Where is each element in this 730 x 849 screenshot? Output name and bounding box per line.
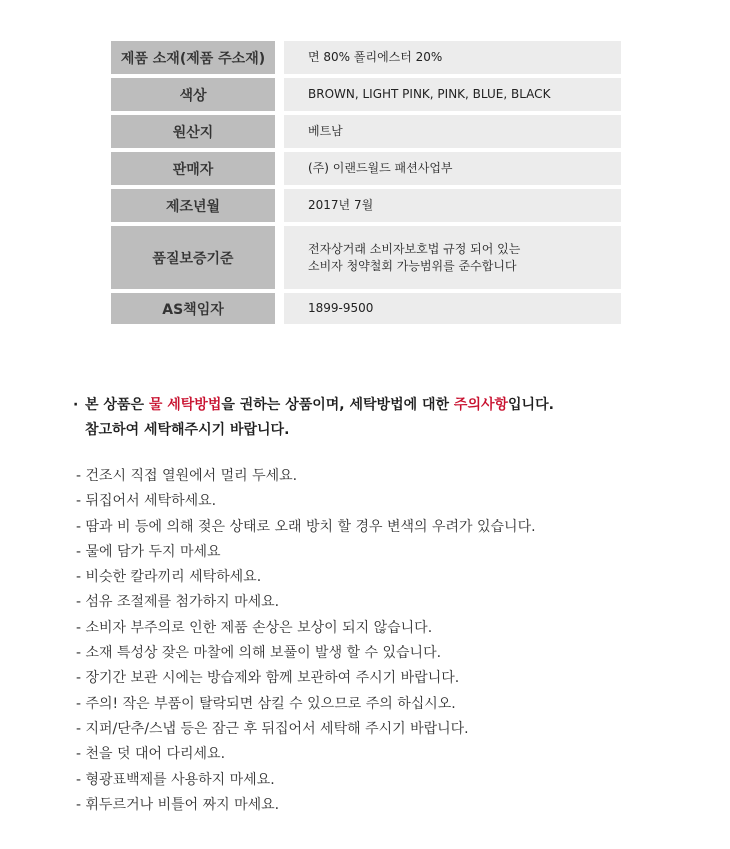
- spec-value-line: 소비자 청약철회 가능범위를 준수합니다: [308, 258, 517, 273]
- list-item: - 휘두르거나 비틀어 짜지 마세요.: [76, 796, 280, 813]
- spec-value: BROWN, LIGHT PINK, PINK, BLUE, BLACK: [284, 78, 621, 111]
- spec-label: 판매자: [111, 152, 275, 185]
- notice-line-1: [73, 393, 713, 418]
- spec-value: 베트남: [284, 115, 621, 148]
- list-item: - 형광표백제를 사용하지 마세요.: [76, 771, 275, 788]
- spec-label: 품질보증기준: [111, 226, 275, 289]
- list-item: - 섬유 조절제를 첨가하지 마세요.: [76, 594, 280, 611]
- spec-row-quality-standard: [111, 226, 621, 289]
- list-item: - 땀과 비 등에 의해 젖은 상태로 오래 방치 할 경우 변색의 우려가 있습니다.: [76, 518, 536, 535]
- list-item: - 물에 담가 두지 마세요: [76, 543, 221, 560]
- list-item: - 뒤집어서 세탁하세요.: [76, 493, 217, 510]
- list-item: - 비슷한 칼라끼리 세탁하세요.: [76, 569, 262, 586]
- spec-value: [284, 226, 621, 289]
- spec-label: 색상: [111, 78, 275, 111]
- list-item: - 장기간 보관 시에는 방습제와 함께 보관하여 주시기 바랍니다.: [76, 670, 460, 687]
- list-item: - 건조시 직접 열원에서 멀리 두세요.: [76, 468, 298, 484]
- product-spec-table: [111, 41, 621, 328]
- notice-highlight: 주의사항: [453, 397, 509, 413]
- notice-text: 입니다.: [508, 397, 554, 413]
- spec-value: 2017년 7월: [284, 189, 621, 222]
- spec-row-seller: [111, 152, 621, 185]
- spec-row-as-contact: [111, 293, 621, 324]
- notice-line-2: 참고하여 세탁해주시기 바랍니다.: [85, 422, 290, 438]
- list-item: - 지퍼/단추/스냅 등은 잠근 후 뒤집어서 세탁해 주시기 바랍니다.: [76, 720, 469, 737]
- spec-row-color: [111, 78, 621, 111]
- notice-highlight: 물 세탁방법: [148, 397, 222, 413]
- spec-label: 제조년월: [111, 189, 275, 222]
- spec-label: 원산지: [111, 115, 275, 148]
- spec-value-line: 전자상거래 소비자보호법 규정 되어 있는: [308, 241, 521, 256]
- spec-label: 제품 소재(제품 주소재): [111, 41, 275, 74]
- washing-notice: [73, 393, 713, 443]
- list-item: - 소재 특성상 잦은 마찰에 의해 보풀이 발생 할 수 있습니다.: [76, 645, 442, 662]
- care-instructions-list: [76, 464, 536, 818]
- list-item: - 소비자 부주의로 인한 제품 손상은 보상이 되지 않습니다.: [76, 619, 433, 636]
- spec-value: 1899-9500: [284, 293, 621, 324]
- notice-text: 본 상품은: [85, 397, 149, 413]
- spec-row-manufacture-date: [111, 189, 621, 222]
- list-item: - 주의! 작은 부품이 탈락되면 삼킬 수 있으므로 주의 하십시오.: [76, 695, 456, 712]
- spec-row-material: [111, 41, 621, 74]
- spec-label: AS책임자: [111, 293, 275, 324]
- spec-row-origin: [111, 115, 621, 148]
- list-item: - 천을 덧 대어 다리세요.: [76, 746, 226, 763]
- spec-value: 면 80% 폴리에스터 20%: [284, 41, 621, 74]
- notice-text: 을 권하는 상품이며, 세탁방법에 대한: [221, 397, 454, 413]
- bullet-icon: ·: [73, 397, 79, 413]
- spec-value: (주) 이랜드월드 패션사업부: [284, 152, 621, 185]
